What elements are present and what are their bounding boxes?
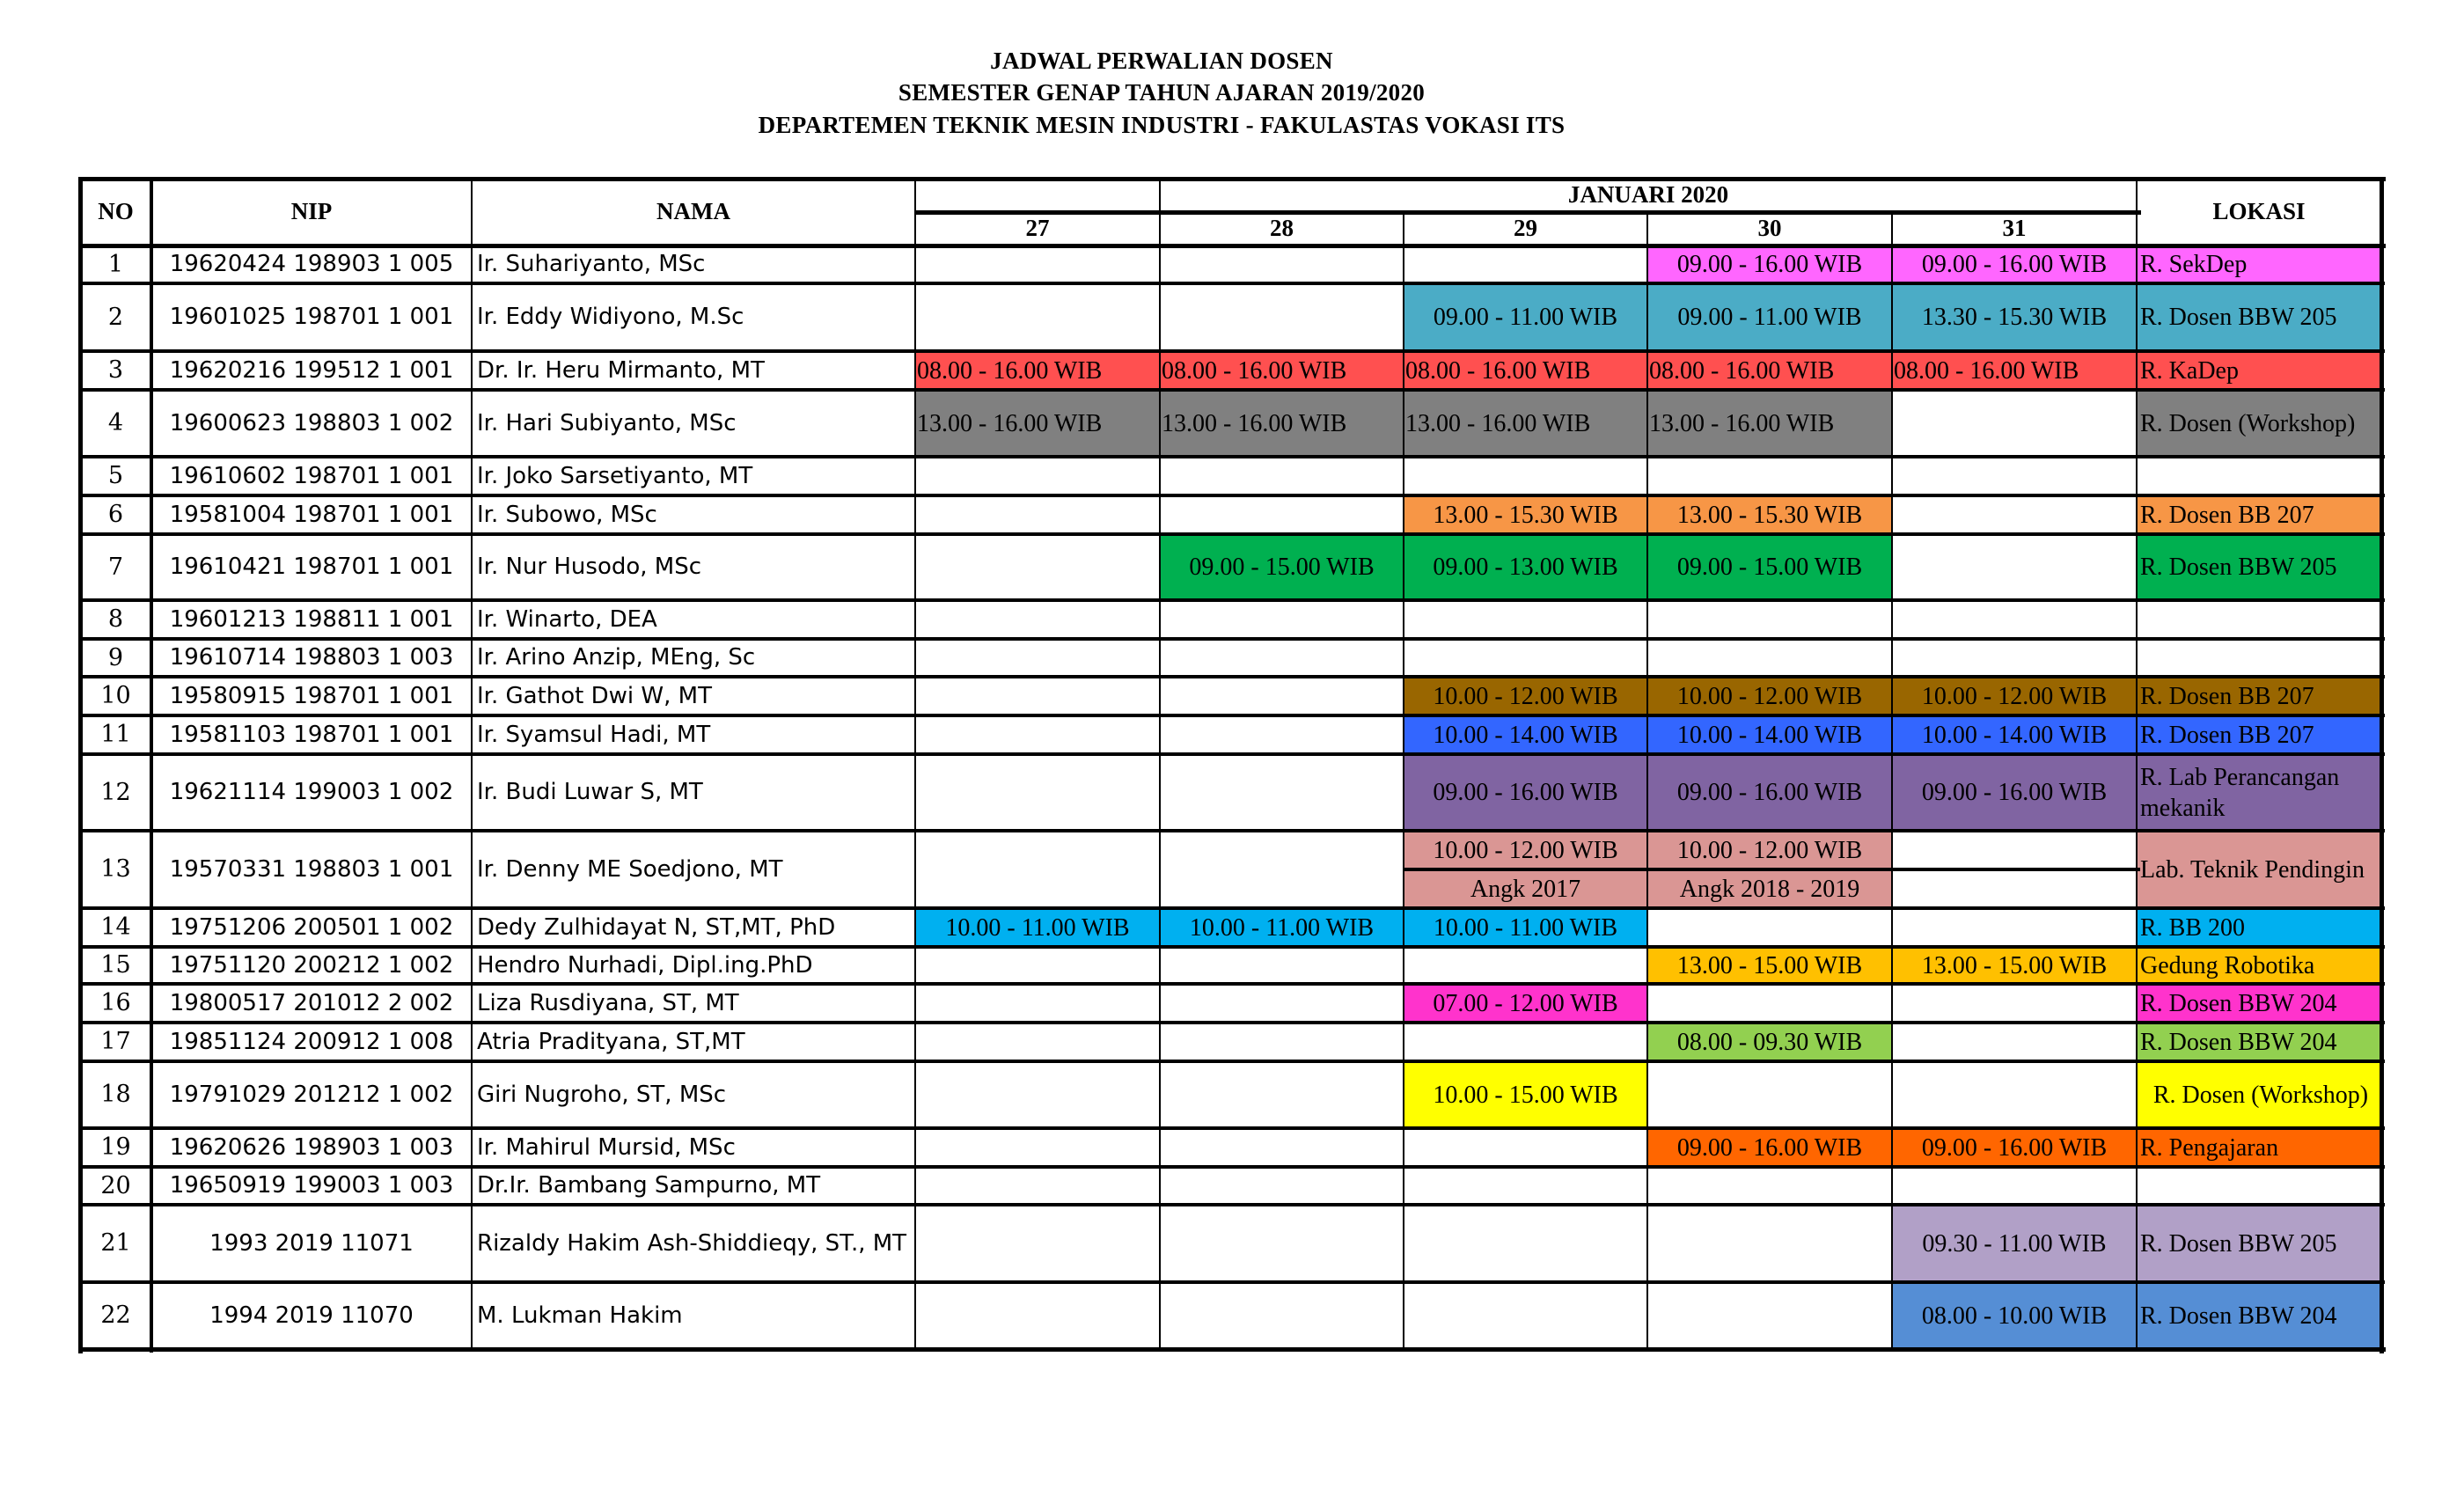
row-number: 5 [107,462,124,490]
schedule-slot: 10.00 - 12.00 WIB [1892,677,2137,715]
schedule-slot [1892,639,2137,677]
row-number: 8 [107,605,124,634]
schedule-slot [1892,908,2137,947]
schedule-slot [915,677,1160,715]
schedule-slot: 10.00 - 11.00 WIB [1404,908,1647,947]
lokasi-cell: R. Lab Perancangan mekanik [2137,754,2381,831]
schedule-slot: 08.00 - 10.00 WIB [1892,1282,2137,1349]
schedule-slot: 13.00 - 16.00 WIB [915,390,1160,457]
schedule-slot [1160,947,1404,984]
row-nama: Ir. Nur Husodo, MSc [477,554,702,581]
grid-line [914,179,916,1351]
schedule-slot [1892,984,2137,1023]
schedule-slot [1404,639,1647,677]
row-nip: 19851124 200912 1 008 [169,1028,454,1055]
row-nip: 19751206 200501 1 002 [169,913,454,941]
row-nip: 19610602 198701 1 001 [169,462,454,489]
lokasi-cell: R. Dosen BBW 204 [2137,1023,2381,1061]
grid-line [78,179,83,1353]
schedule-slot-note: Angk 2018 - 2019 [1647,869,1892,908]
row-number: 21 [100,1229,131,1258]
schedule-slot [1160,1205,1404,1282]
row-number: 16 [100,989,131,1017]
row-nip: 19610421 198701 1 001 [169,554,454,581]
schedule-slot [1160,984,1404,1023]
schedule-slot [1160,457,1404,495]
schedule-slot [915,534,1160,600]
schedule-slot [915,831,1160,869]
lokasi-cell [2137,1167,2381,1205]
schedule-slot: 10.00 - 14.00 WIB [1404,715,1647,754]
schedule-slot: 09.00 - 15.00 WIB [1647,534,1892,600]
row-number: 2 [107,303,124,331]
row-number: 6 [107,501,124,529]
row-nip: 19800517 201012 2 002 [169,989,454,1016]
lokasi-cell: R. Dosen BB 207 [2137,677,2381,715]
schedule-slot [1160,1167,1404,1205]
schedule-slot [1647,600,1892,639]
row-number: 19 [100,1133,131,1162]
schedule-slot [915,1023,1160,1061]
grid-line [78,637,2385,641]
schedule-slot [915,754,1160,831]
grid-line [1404,868,2140,871]
lokasi-cell: R. BB 200 [2137,908,2381,947]
grid-line [78,1280,2385,1284]
row-number: 3 [107,356,124,385]
schedule-slot [915,947,1160,984]
grid-line [2136,179,2138,1351]
schedule-slot [1647,908,1892,947]
row-nama: Ir. Budi Luwar S, MT [477,779,703,806]
row-number: 14 [100,913,131,942]
grid-line [78,455,2385,458]
grid-line [78,494,2385,497]
grid-line [78,714,2385,717]
lokasi-cell: R. Dosen (Workshop) [2137,1061,2381,1128]
lokasi-cell: R. KaDep [2137,351,2381,390]
schedule-slot: 10.00 - 14.00 WIB [1647,715,1892,754]
row-number: 17 [100,1028,131,1056]
schedule-slot [1404,1205,1647,1282]
row-number: 10 [100,682,131,710]
schedule-slot: 10.00 - 12.00 WIB [1404,677,1647,715]
schedule-slot [915,1167,1160,1205]
schedule-slot [915,984,1160,1023]
grid-line [78,349,2385,353]
schedule-slot: 09.30 - 11.00 WIB [1892,1205,2137,1282]
schedule-slot [1404,1282,1647,1349]
row-nip: 1993 2019 11071 [209,1229,414,1257]
schedule-slot: 08.00 - 16.00 WIB [1404,351,1647,390]
schedule-slot [915,1205,1160,1282]
row-nama: Giri Nugroho, ST, MSc [477,1081,727,1108]
row-nip: 19620424 198903 1 005 [169,251,454,278]
schedule-slot [1160,1282,1404,1349]
grid-line [78,829,2385,832]
schedule-slot: 13.00 - 16.00 WIB [1404,390,1647,457]
lokasi-cell: R. Dosen BBW 205 [2137,534,2381,600]
schedule-slot [1160,639,1404,677]
lokasi-cell: R. Dosen BBW 205 [2137,283,2381,351]
grid-line [1403,212,1404,1351]
grid-line [78,1060,2385,1063]
schedule-slot [915,600,1160,639]
schedule-slot [915,639,1160,677]
schedule-slot [1404,1167,1647,1205]
header-date: 30 [1757,215,1782,242]
row-nama: Dr.Ir. Bambang Sampurno, MT [477,1172,821,1199]
schedule-slot [1160,1023,1404,1061]
row-nip: 19620216 199512 1 001 [169,356,454,384]
schedule-slot: 09.00 - 16.00 WIB [1892,1128,2137,1167]
lokasi-cell: R. Dosen (Workshop) [2137,390,2381,457]
grid-line [78,532,2385,536]
schedule-slot [1404,1023,1647,1061]
row-nama: Ir. Subowo, MSc [477,501,657,528]
schedule-slot [915,283,1160,351]
schedule-slot [1892,1061,2137,1128]
schedule-slot: 13.00 - 15.30 WIB [1647,495,1892,534]
row-number: 22 [100,1302,131,1330]
schedule-slot [1647,984,1892,1023]
header-date: 31 [2002,215,2027,242]
schedule-slot: 08.00 - 09.30 WIB [1647,1023,1892,1061]
schedule-slot: 08.00 - 16.00 WIB [1647,351,1892,390]
schedule-slot-note [1892,869,2137,908]
row-nip: 1994 2019 11070 [209,1302,414,1329]
header-nama: NAMA [656,198,730,225]
row-nama: Ir. Denny ME Soedjono, MT [477,855,783,883]
lokasi-cell: R. Pengajaran [2137,1128,2381,1167]
schedule-slot [1647,1205,1892,1282]
header-date: 29 [1514,215,1537,242]
row-nama: Liza Rusdiyana, ST, MT [477,989,739,1016]
row-nip: 19620626 198903 1 003 [169,1133,454,1161]
row-number: 1 [107,250,124,278]
schedule-slot: 10.00 - 14.00 WIB [1892,715,2137,754]
schedule-slot: 10.00 - 12.00 WIB [1647,677,1892,715]
grid-line [78,177,2386,181]
schedule-slot: 10.00 - 11.00 WIB [1160,908,1404,947]
schedule-slot [1892,831,2137,869]
schedule-slot [1160,677,1404,715]
header-date: 28 [1270,215,1294,242]
header-no: NO [98,198,134,225]
schedule-slot [1647,1282,1892,1349]
schedule-slot [1892,1167,2137,1205]
row-nip: 19621114 199003 1 002 [169,779,454,806]
grid-line [1159,179,1161,1351]
row-nama: Ir. Hari Subiyanto, MSc [477,409,737,436]
lokasi-cell [2137,457,2381,495]
schedule-slot [1892,457,2137,495]
schedule-slot [1647,1061,1892,1128]
schedule-slot [1647,457,1892,495]
lokasi-cell: R. Dosen BB 207 [2137,715,2381,754]
grid-line [78,1165,2385,1169]
grid-line [78,1126,2385,1130]
row-nip: 19580915 198701 1 001 [169,682,454,709]
schedule-slot: 09.00 - 16.00 WIB [1404,754,1647,831]
row-nama: Ir. Mahirul Mursid, MSc [477,1133,736,1161]
row-nama: Ir. Syamsul Hadi, MT [477,721,711,748]
schedule-slot [915,715,1160,754]
schedule-slot: 13.00 - 15.00 WIB [1647,947,1892,984]
lokasi-cell [2137,639,2381,677]
schedule-slot [1160,1128,1404,1167]
schedule-slot: 09.00 - 13.00 WIB [1404,534,1647,600]
schedule-slot [1404,947,1647,984]
schedule-slot [1404,1128,1647,1167]
schedule-slot [1160,1061,1404,1128]
grid-line [78,1021,2385,1024]
row-number: 13 [100,855,131,884]
row-nip: 19650919 199003 1 003 [169,1172,454,1199]
grid-line [78,388,2385,392]
row-nama: Rizaldy Hakim Ash-Shiddieqy, ST., MT [477,1229,907,1257]
row-number: 11 [100,721,131,749]
schedule-slot: 09.00 - 16.00 WIB [1892,754,2137,831]
header-nip: NIP [290,198,333,225]
grid-line [150,179,153,1353]
schedule-slot [1160,831,1404,869]
row-nip: 19600623 198803 1 002 [169,409,454,436]
document-title: JADWAL PERWALIAN DOSEN [990,48,1333,74]
schedule-slot-note [1160,869,1404,908]
schedule-slot [915,1282,1160,1349]
header-lokasi: LOKASI [2212,198,2306,225]
lokasi-cell: R. Dosen BBW 204 [2137,1282,2381,1349]
row-nama: Dr. Ir. Heru Mirmanto, MT [477,356,765,384]
grid-line [78,244,2386,248]
grid-line [1891,212,1893,1351]
schedule-slot: 09.00 - 11.00 WIB [1404,283,1647,351]
schedule-slot: 08.00 - 16.00 WIB [915,351,1160,390]
row-nama: M. Lukman Hakim [477,1302,683,1329]
schedule-slot [915,1061,1160,1128]
schedule-slot [915,1128,1160,1167]
schedule-slot [1892,495,2137,534]
grid-line [78,1203,2385,1206]
schedule-slot: 08.00 - 16.00 WIB [1892,351,2137,390]
lokasi-cell: R. SekDep [2137,246,2381,283]
row-nama: Ir. Eddy Widiyono, M.Sc [477,304,744,331]
schedule-slot [1160,495,1404,534]
lokasi-cell [2137,600,2381,639]
row-nama: Ir. Gathot Dwi W, MT [477,682,712,709]
lokasi-cell: R. Dosen BBW 205 [2137,1205,2381,1282]
schedule-slot [1404,246,1647,283]
row-number: 12 [100,778,131,806]
schedule-slot [1160,600,1404,639]
document-subtitle-semester: SEMESTER GENAP TAHUN AJARAN 2019/2020 [898,79,1426,106]
schedule-slot: 10.00 - 11.00 WIB [915,908,1160,947]
row-nip: 19601025 198701 1 001 [169,304,454,331]
row-number: 7 [107,553,124,581]
schedule-slot [1160,715,1404,754]
schedule-slot-note [915,869,1160,908]
schedule-slot: 09.00 - 16.00 WIB [1892,246,2137,283]
schedule-slot: 09.00 - 15.00 WIB [1160,534,1404,600]
schedule-slot [1647,639,1892,677]
row-number: 15 [100,951,131,979]
schedule-slot [1160,246,1404,283]
schedule-slot: 13.00 - 16.00 WIB [1647,390,1892,457]
schedule-slot [1647,1167,1892,1205]
row-nama: Hendro Nurhadi, Dipl.ing.PhD [477,951,813,979]
row-nama: Ir. Suhariyanto, MSc [477,251,706,278]
document-subtitle-department: DEPARTEMEN TEKNIK MESIN INDUSTRI - FAKULASTAS VOKASI ITS [758,112,1566,138]
grid-line [78,598,2385,602]
schedule-slot [915,246,1160,283]
grid-line [78,282,2385,285]
row-number: 4 [107,409,124,437]
row-number: 9 [107,643,124,671]
row-nip: 19601213 198811 1 001 [169,605,454,633]
schedule-slot: 07.00 - 12.00 WIB [1404,984,1647,1023]
grid-line [78,945,2385,949]
lokasi-cell: R. Dosen BBW 204 [2137,984,2381,1023]
row-nama: Dedy Zulhidayat N, ST,MT, PhD [477,913,836,941]
lokasi-cell: Lab. Teknik Pendingin [2137,831,2381,908]
schedule-slot: 09.00 - 16.00 WIB [1647,754,1892,831]
schedule-slot: 08.00 - 16.00 WIB [1160,351,1404,390]
schedule-slot: 09.00 - 16.00 WIB [1647,1128,1892,1167]
schedule-slot: 09.00 - 16.00 WIB [1647,246,1892,283]
grid-line [78,1347,2386,1352]
schedule-slot [1404,600,1647,639]
row-number: 18 [100,1081,131,1109]
grid-line [78,906,2385,910]
grid-line [78,752,2385,756]
row-nip: 19751120 200212 1 002 [169,951,454,979]
row-nip: 19570331 198803 1 001 [169,855,454,883]
schedule-slot: 13.30 - 15.30 WIB [1892,283,2137,351]
schedule-slot: 09.00 - 11.00 WIB [1647,283,1892,351]
schedule-slot: 13.00 - 15.00 WIB [1892,947,2137,984]
grid-line [1646,212,1648,1351]
row-nama: Ir. Arino Anzip, MEng, Sc [477,644,756,671]
schedule-slot [915,495,1160,534]
row-nama: Atria Pradityana, ST,MT [477,1028,745,1055]
schedule-slot: 10.00 - 12.00 WIB [1404,831,1647,869]
row-nip: 19791029 201212 1 002 [169,1081,454,1108]
lokasi-cell: R. Dosen BB 207 [2137,495,2381,534]
grid-line [915,210,2141,215]
schedule-slot [1892,534,2137,600]
schedule-slot [1892,1023,2137,1061]
schedule-slot [1892,600,2137,639]
row-number: 20 [100,1171,131,1199]
schedule-slot [1160,754,1404,831]
header-date: 27 [1025,215,1050,242]
row-nip: 19581004 198701 1 001 [169,501,454,528]
schedule-slot-note: Angk 2017 [1404,869,1647,908]
schedule-slot [915,457,1160,495]
schedule-slot: 13.00 - 15.30 WIB [1404,495,1647,534]
schedule-slot: 10.00 - 12.00 WIB [1647,831,1892,869]
row-nama: Ir. Winarto, DEA [477,605,657,633]
grid-line [78,675,2385,678]
schedule-slot [1160,283,1404,351]
row-nip: 19610714 198803 1 003 [169,644,454,671]
grid-line [2380,179,2384,1353]
grid-line [78,982,2385,986]
schedule-slot [1404,457,1647,495]
schedule-slot [1892,390,2137,457]
grid-line [471,179,473,1351]
row-nip: 19581103 198701 1 001 [169,721,454,748]
schedule-slot: 10.00 - 15.00 WIB [1404,1061,1647,1128]
header-month: JANUARI 2020 [1567,181,1729,209]
schedule-slot: 13.00 - 16.00 WIB [1160,390,1404,457]
lokasi-cell: Gedung Robotika [2137,947,2381,984]
row-nama: Ir. Joko Sarsetiyanto, MT [477,462,753,489]
